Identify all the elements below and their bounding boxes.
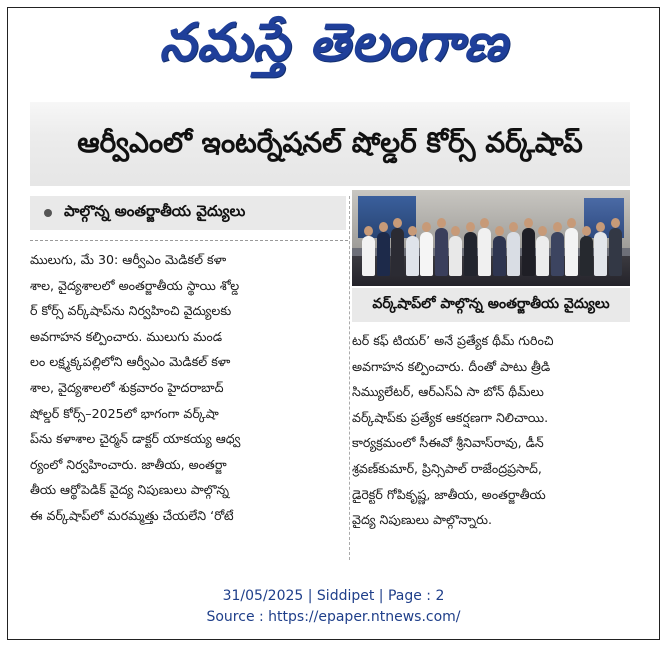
article-text-line: డైరెక్టర్ గోపికృష్ణ, జాతీయ, అంతర్జాతీయ [352, 486, 546, 502]
column-divider [349, 196, 350, 560]
photo-person [420, 232, 433, 276]
footer-source: Source : https://epaper.ntnews.com/ [206, 609, 461, 625]
article-text-line: ప్‌ను కళాశాల చైర్మన్ డాక్టర్ యాకయ్య ఆధ్వ [30, 431, 241, 447]
article-text-line: షోల్డర్ కోర్స్–2025లో భాగంగా వర్క్‌షా [30, 405, 219, 421]
article-text-line: ఈ వర్క్‌షాప్‌లో మరమ్మత్తు చేయలేని ‘రోటే [30, 507, 234, 523]
photo-person [522, 228, 535, 276]
photo-person [493, 236, 506, 276]
article-column-right [352, 190, 630, 570]
photo-person [565, 228, 578, 276]
article-text-line: తీయ ఆర్థోపెడిక్ వైద్య నిపుణులు పాల్గొన్న [30, 482, 229, 498]
article-text-line: శ్రవణ్‌కుమార్, ప్రిన్సిపాల్ రాజేంద్రప్రసాద్, [352, 460, 542, 476]
photo-person [377, 232, 390, 276]
photo-person [536, 236, 549, 276]
article-body-right [352, 322, 630, 533]
article-text-line: కార్యక్రమంలో సీఈవో శ్రీనివాస్‌రావు, డీన్ [352, 435, 544, 451]
article-headline: ఆర్వీఎంలో ఇంటర్నేషనల్ షోల్డర్ కోర్స్ వర్క్‌షాప్ [77, 126, 583, 159]
article-body-left [30, 241, 348, 529]
article-text-line: అవగాహన కల్పించారు. ములుగు మండ [30, 328, 223, 344]
article-text-line: వైద్య నిపుణులు పాల్గొన్నారు. [352, 512, 492, 528]
article-text-line: శాల, వైద్యశాలలో శుక్రవారం హైదరాబాద్ [30, 379, 224, 395]
newspaper-masthead: నమస్తే తెలంగాణ [159, 13, 508, 73]
photo-person [435, 228, 448, 276]
photo-person [478, 228, 491, 276]
bullet-icon [44, 209, 52, 217]
subheading-box [30, 196, 346, 230]
article-text-line: అవగాహన కల్పించారు. దీంతో పాటు త్రీడి [352, 358, 551, 374]
photo-person [551, 232, 564, 276]
article-text-line: సిమ్యులేటర్, ఆర్ఎస్ఏ సా బోన్ థీమ్‌లు [352, 384, 544, 400]
photo-caption-box [352, 286, 630, 322]
article-text-line: టర్ కఫ్ టియర్’ అనే ప్రత్యేక థీమ్ గురించి [352, 333, 554, 348]
article-subheading: పాల్గొన్న అంతర్జాతీయ వైద్యులు [64, 202, 246, 220]
photo-person [580, 236, 593, 276]
article-text-line: లం లక్ష్మక్కపల్లిలోని ఆర్వీఎం మెడికల్ కళా [30, 354, 231, 370]
photo-person [464, 232, 477, 276]
article-text-line: ర్యంలో నిర్వహించారు. జాతీయ, అంతర్జా [30, 456, 227, 472]
article-column-left [30, 240, 348, 570]
article-text-line: ములుగు, మే 30: ఆర్వీఎం మెడికల్ కళా [30, 252, 227, 267]
photo-person [594, 232, 607, 276]
footer-date-edition: 31/05/2025 | Siddipet | Page : 2 [222, 588, 445, 604]
photo-person [449, 236, 462, 276]
article-text-line: శాల, వైద్యశాలలో అంతర్జాతీయ స్థాయి శోల్డ [30, 277, 240, 293]
photo-person [507, 232, 520, 276]
article-text-line: వర్క్‌షాప్‌కు ప్రత్యేక ఆకర్షణగా నిలిచాయి. [352, 409, 549, 425]
article-text-line: ర్ కోర్స్ వర్క్‌షాప్‌ను నిర్వహించి వైద్యులకు [30, 303, 232, 319]
photo-caption: వర్క్‌షాప్‌లో పాల్గొన్న అంతర్జాతీయ వైద్యులు [372, 295, 610, 312]
photo-person [406, 236, 419, 276]
photo-person [362, 236, 375, 276]
photo-person [609, 228, 622, 276]
workshop-photo [352, 190, 630, 286]
photo-person [391, 228, 404, 276]
